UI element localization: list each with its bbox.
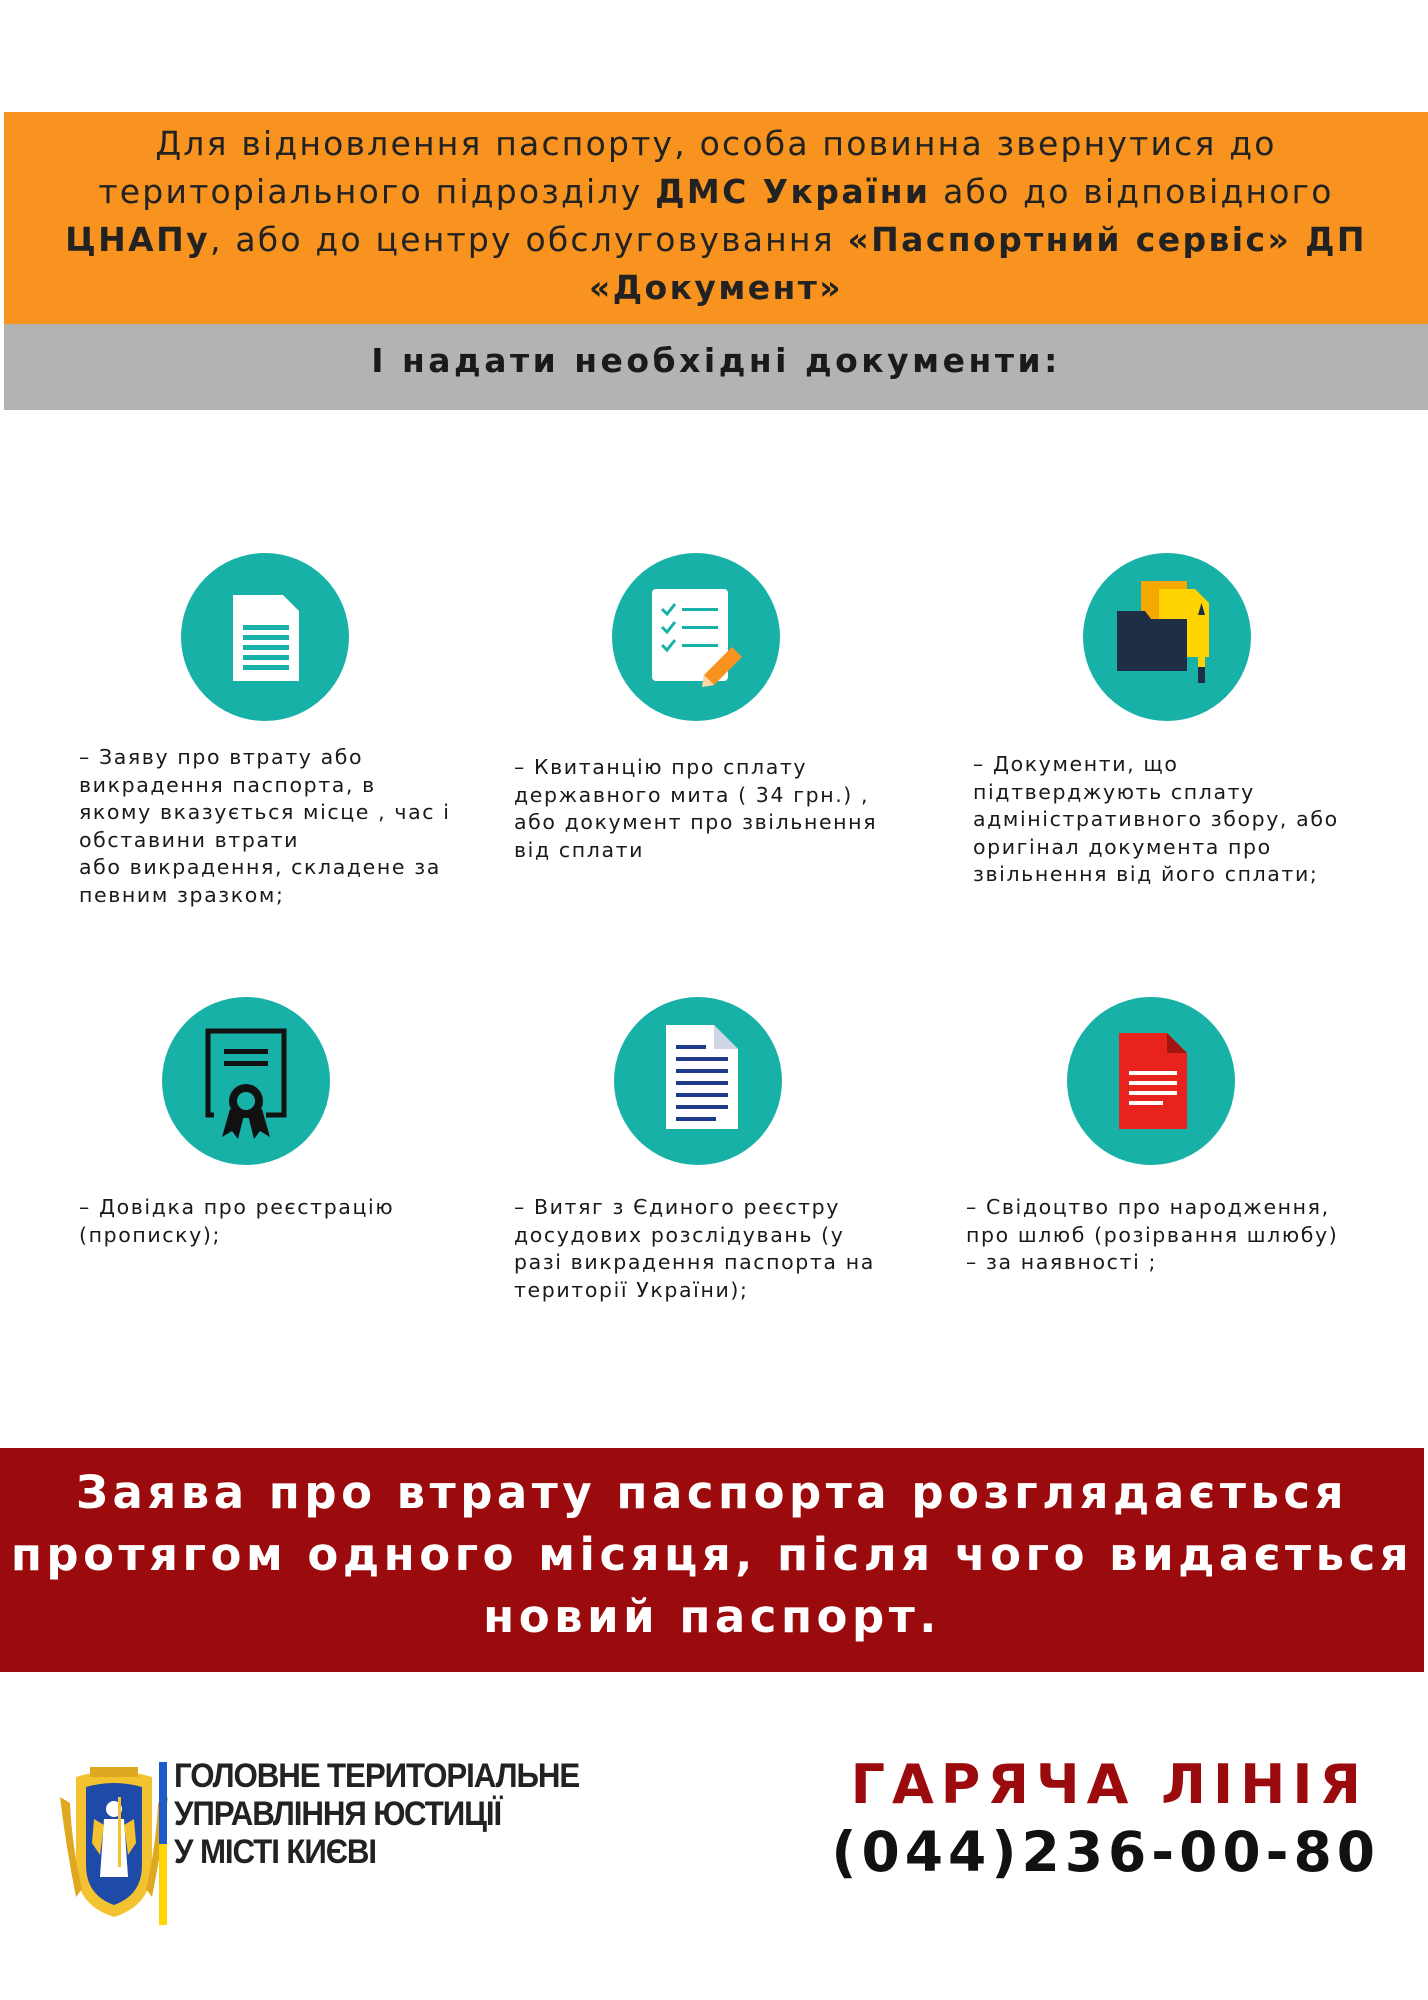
- org-line-2: УПРАВЛІННЯ ЮСТИЦІЇ: [174, 1795, 501, 1833]
- document-item-3: – Документи, що підтверджують сплату адміністративного збору, або оригінал документа про звільнення від його сплати;: [973, 752, 1339, 886]
- intro-text-2: або до відповідного: [930, 172, 1334, 211]
- document-lines-icon: [181, 553, 349, 721]
- documents-heading: І надати необхідні документи:: [4, 324, 1428, 410]
- document-item-6: – Свідоцтво про народження, про шлюб (розірвання шлюбу) – за наявності ;: [966, 1195, 1339, 1274]
- intro-text-1: Для відновлення паспорту, особа повинна звернутися до територіального підрозділу: [98, 124, 1277, 211]
- hotline-phone: (044)236-00-80: [831, 1820, 1380, 1884]
- processing-notice: Заява про втрату паспорта розглядається протягом одного місяця, після чого видається новий паспорт.: [0, 1448, 1424, 1672]
- org-line-3: У МІСТІ КИЄВІ: [174, 1833, 376, 1871]
- red-document-icon: [1067, 997, 1235, 1165]
- document-item-4: – Довідка про реєстрацію (прописку);: [79, 1195, 395, 1247]
- ukraine-flag-bar: [159, 1762, 167, 1925]
- intro-bold-dms: ДМС України: [655, 172, 931, 211]
- kyiv-coat-of-arms-icon: [54, 1757, 174, 1927]
- intro-text-3: , або до центру обслуговування: [210, 220, 848, 259]
- text-file-icon: [614, 997, 782, 1165]
- org-line-1: ГОЛОВНЕ ТЕРИТОРІАЛЬНЕ: [174, 1757, 580, 1795]
- certificate-icon: [162, 997, 330, 1165]
- document-item-5: – Витяг з Єдиного реєстру досудових розслідувань (у разі викрадення паспорта на території України);: [514, 1195, 875, 1302]
- document-item-2: – Квитанцію про сплату державного мита ( 34 грн.) , або документ про звільнення від сплати: [514, 755, 878, 862]
- document-item-1: – Заяву про втрату або викрадення паспорта, в якому вказується місце , час і обставини втрати або викрадення, складене за певним зразком;: [79, 745, 451, 907]
- folder-pen-icon: [1083, 553, 1251, 721]
- intro-bold-cnap: ЦНАПу: [65, 220, 210, 259]
- intro-bold-service: «Паспортний сервіс» ДП «Документ»: [589, 220, 1367, 307]
- checklist-pencil-icon: [612, 553, 780, 721]
- hotline-title: ГАРЯЧА ЛІНІЯ: [850, 1753, 1368, 1816]
- organization-name: [174, 1757, 579, 1871]
- intro-banner: [4, 112, 1428, 324]
